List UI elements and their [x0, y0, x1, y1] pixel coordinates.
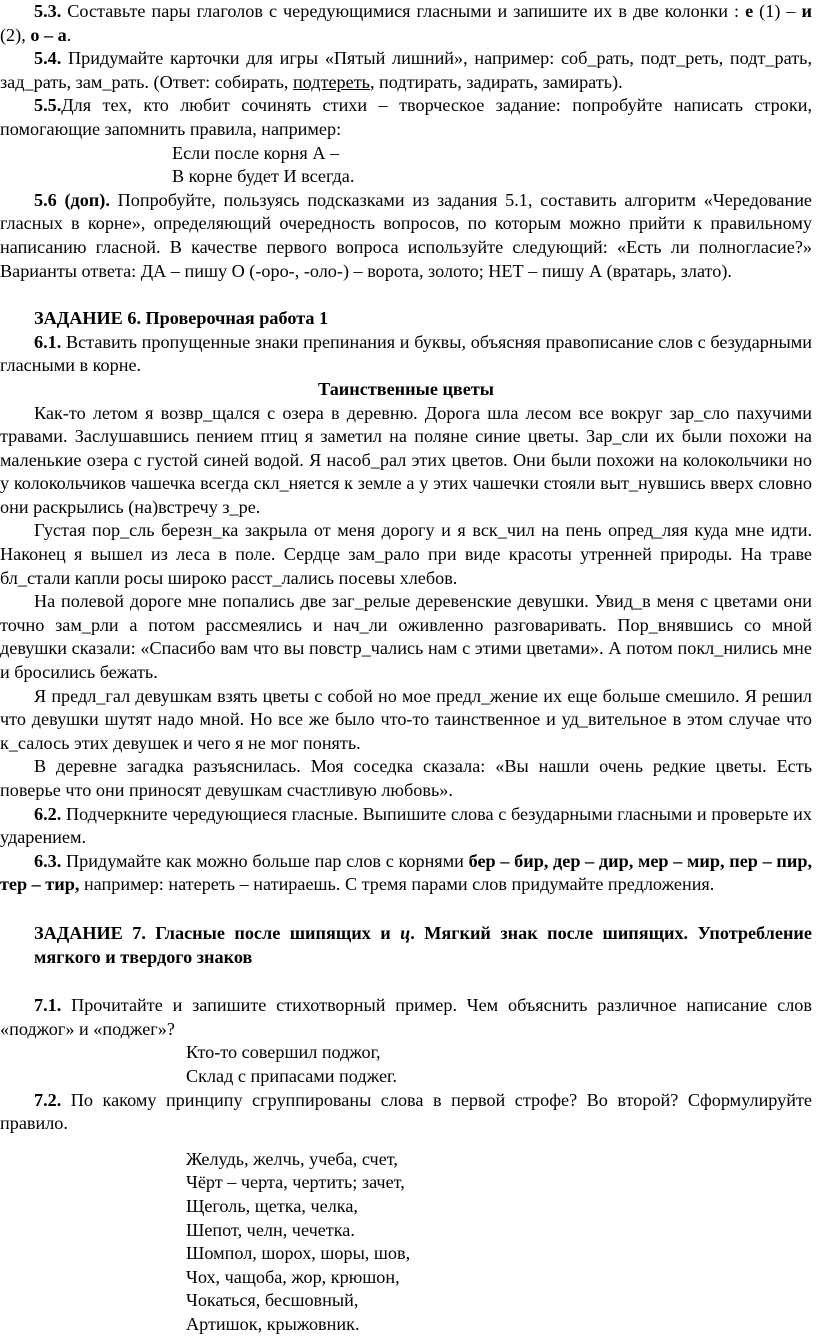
- task-number: 7.2.: [34, 1089, 62, 1110]
- task-number: 5.4.: [34, 48, 62, 69]
- section-heading-6: ЗАДАНИЕ 6. Проверочная работа 1: [34, 308, 329, 329]
- task-number: 6.3.: [34, 850, 62, 871]
- task-number: 5.3.: [34, 1, 62, 21]
- task-5-4: 5.4. Придумайте карточки для игры «Пятый лишний», например: соб_рать, подт_реть, подт_рать, зад_рать, зам_рать. (Ответ: собирать, подтереть, подтирать, задирать, замирать).: [0, 48, 812, 92]
- verse-line: Шомпол, шорох, шоры, шов,: [186, 1243, 411, 1264]
- task-6-2: 6.2. Подчеркните чередующиеся гласные. Выпишите слова с безударными гласными и проверьте их ударением.: [0, 803, 812, 848]
- task-7-2: 7.2. По какому принципу сгруппированы слова в первой строфе? Во второй? Сформулируйте правило.: [0, 1089, 812, 1134]
- task-6-1: 6.1. Вставить пропущенные знаки препинания и буквы, объясняя правописание слов с безударными гласными в корне.: [0, 331, 812, 376]
- task-5-6: 5.6 (доп). Попробуйте, пользуясь подсказками из задания 5.1, составить алгоритм «Чередование гласных в корне», определяющий очередность вопросов, по которым можно прийти к правильному написанию гласной. В качестве первого вопроса используйте следующий: «Есть ли полногласие?» Варианты ответа: ДА – пишу О (-оро-, -оло-) – ворота, золото; НЕТ – пишу А (вратарь, злато).: [0, 189, 812, 281]
- verse-line: Щеголь, щетка, челка,: [186, 1195, 358, 1216]
- verse-line: Кто-то совершил поджог,: [186, 1042, 381, 1063]
- section-heading-7: ЗАДАНИЕ 7. Гласные после шипящих и ц. Мягкий знак после шипящих. Употребление мягкого и твердого знаков: [34, 922, 812, 967]
- verse-line: Склад с припасами поджег.: [186, 1065, 397, 1086]
- task-5-5: 5.5.Для тех, кто любит сочинять стихи – творческое задание: попробуйте написать строки, помогающие запомнить правила, например:: [0, 95, 812, 139]
- verse-line: Артишок, крыжовник.: [186, 1313, 360, 1334]
- task-number: 5.5.: [34, 95, 62, 116]
- story-paragraph: В деревне загадка разъяснилась. Моя соседка сказала: «Вы нашли очень редкие цветы. Есть поверье что они приносят девушкам счастливую любовь».: [0, 756, 812, 800]
- verse-line: Шепот, челн, чечетка.: [186, 1219, 355, 1240]
- task-number: 5.6 (доп).: [34, 189, 110, 210]
- verse-line: Желудь, желчь, учеба, счет,: [186, 1148, 398, 1169]
- story-paragraph: Я предл_гал девушкам взять цветы с собой но мое предл_жение их еще больше смешило. Я решил что девушки шутят надо мной. Но все же было что-то таинственное и уд_вительное в этом случае что к_салось этих девушек и чего я не мог понять.: [0, 685, 812, 753]
- task-number: 6.1.: [34, 331, 62, 352]
- story-paragraph: Как-то летом я возвр_щался с озера в деревню. Дорога шла лесом все вокруг зар_сло пахучими травами. Заслушавшись пением птиц я заметил на поляне синие цветы. Зар_сли их были похожи на маленькие озера с густой синей водой. Я насоб_рал этих цветов. Они были похожи на колокольчики но у колокольчиков чашечка всегда скл_няется к земле а у этих чашечки стояли выт_нувшись вверх словно они раскрылись (на)встречу з_ре.: [0, 402, 812, 517]
- task-number: 7.1.: [34, 995, 62, 1016]
- task-7-1: 7.1. Прочитайте и запишите стихотворный пример. Чем объяснить различное написание слов «поджог» и «поджег»?: [0, 995, 812, 1039]
- root-pairs: бер – бир, дер – дир, мер – мир, пер – пир, тер – тир,: [0, 850, 812, 895]
- verse-line: Если после корня А –: [172, 142, 340, 163]
- task-5-3: 5.3. Составьте пары глаголов с чередующимися гласными и запишите их в две колонки : е (1) – и (2), о – а.: [0, 1, 812, 45]
- story-title: Таинственные цветы: [318, 378, 494, 399]
- story-paragraph: Густая пор_сль березн_ка закрыла от меня дорогу и я вск_чил на пень опред_ляя куда мне идти. Наконец я вышел из леса в поле. Сердце зам_рало при виде красоты утренней природы. На траве бл_стали капли росы широко расст_лались посевы хлебов.: [0, 520, 812, 588]
- verse-line: Чёрт – черта, чертить; зачет,: [186, 1172, 405, 1193]
- task-6-3: 6.3. Придумайте как можно больше пар слов с корнями бер – бир, дер – дир, мер – мир, пер – пир, тер – тир, например: натереть – натираешь. С тремя парами слов придумайте предложения.: [0, 850, 812, 895]
- verse-line: Чох, чащоба, жор, крюшон,: [186, 1266, 400, 1287]
- verse-line: В корне будет И всегда.: [172, 166, 355, 187]
- task-number: 6.2.: [34, 803, 62, 824]
- story-paragraph: На полевой дороге мне попались две заг_релые деревенские девушки. Увид_в меня с цветами они точно зам_рли а потом рассмеялись и нач_ли оживленно разговаривать. Пор_внявшись со мной девушки сказали: «Спасибо вам что вы повстр_чались нам с этими цветами». А потом покл_нились мне и бросились бежать.: [0, 591, 812, 683]
- verse-line: Чокаться, бесшовный,: [186, 1290, 359, 1311]
